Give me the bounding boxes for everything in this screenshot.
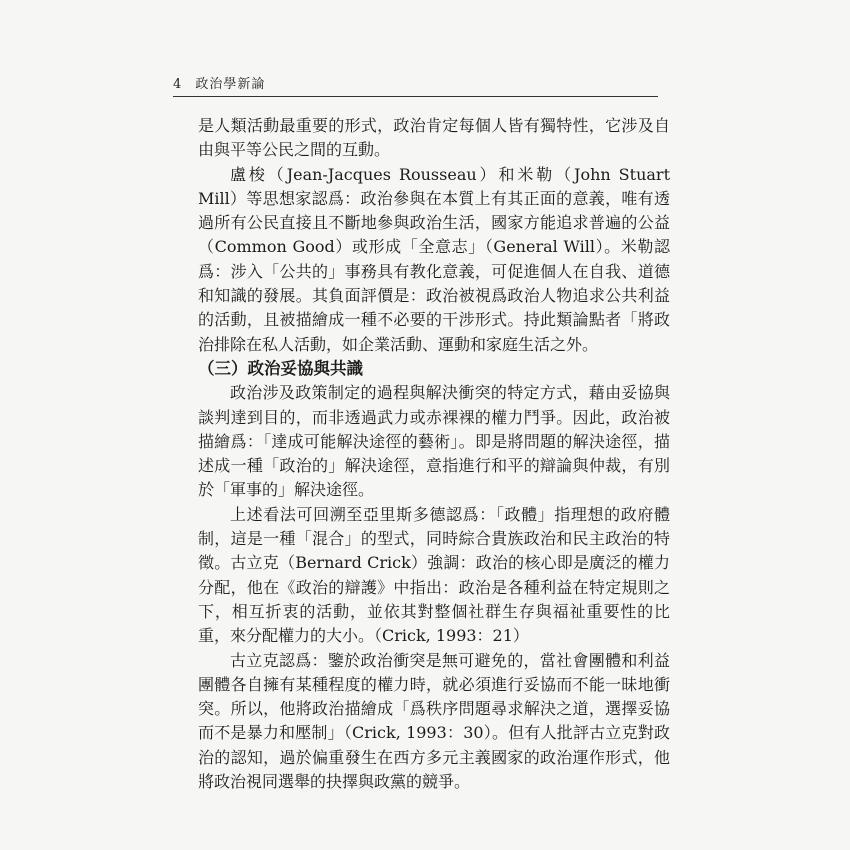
paragraph-1: 是人類活動最重要的形式，政治肯定每個人皆有獨特性，它涉及自由與平等公民之間的互動。 bbox=[198, 116, 670, 160]
page-number: 4 bbox=[173, 77, 183, 92]
paragraph-3: 政治涉及政策制定的過程與解決衝突的特定方式，藉由妥協與談判達到目的，而非透過武力或赤裸裸的權力鬥爭。因此，政治被描繪爲：「達成可能解決途徑的藝術」。即是將問題的解決途徑，描述成一種「政治的」解決途徑，意指進行和平的辯論與仲裁，有別於「軍事的」解決途徑。 bbox=[198, 383, 670, 500]
paragraph-2: 盧梭（Jean-Jacques Rousseau）和米勒（John Stuart Mill）等思想家認爲：政治參與在本質上有其正面的意義，唯有透過所有公民直接且不斷地參與政治生活，國家方能追求普遍的公益（Common Good）或形成「全意志」（General Will）。米勒認爲：涉入「公共的」事務具有教化意義，可促進個人在自我、道德和知識的發展。其負面評價是：政治被視爲政治人物追求公共利益的活動，且被描繪成一種不必要的干涉形式。持此類論點者「將政治排除在私人活動，如企業活動、運動和家庭生活之外。 bbox=[198, 164, 670, 354]
section-heading: （三）政治妥協與共識 bbox=[198, 358, 363, 378]
paragraph-4: 上述看法可回溯至亞里斯多德認爲：「政體」指理想的政府體制，這是一種「混合」的型式，同時綜合貴族政治和民主政治的特徵。古立克（Bernard Crick）強調：政治的核心即是廣泛的權力分配，他在《政治的辯護》中指出：政治是各種利益在特定規則之下，相互折衷的活動，並依其對整個社群生存與福祉重要性的比重，來分配權力的大小。（Crick, 1993：21） bbox=[198, 504, 670, 646]
book-title: 政治學新論 bbox=[195, 77, 266, 92]
page-body bbox=[198, 114, 670, 794]
paragraph-5: 古立克認爲：鑒於政治衝突是無可避免的，當社會團體和利益團體各自擁有某種程度的權力時，就必須進行妥協而不能一昧地衝突。所以，他將政治描繪成「爲秩序問題尋求解決之道，選擇妥協而不是暴力和壓制」（Crick, 1993：30）。但有人批評古立克對政治的認知，過於偏重發生在西方多元主義國家的政治運作形式，他將政治視同選舉的抉擇與政黨的競爭。 bbox=[198, 650, 670, 792]
running-header bbox=[173, 73, 658, 95]
header-rule bbox=[173, 96, 658, 97]
